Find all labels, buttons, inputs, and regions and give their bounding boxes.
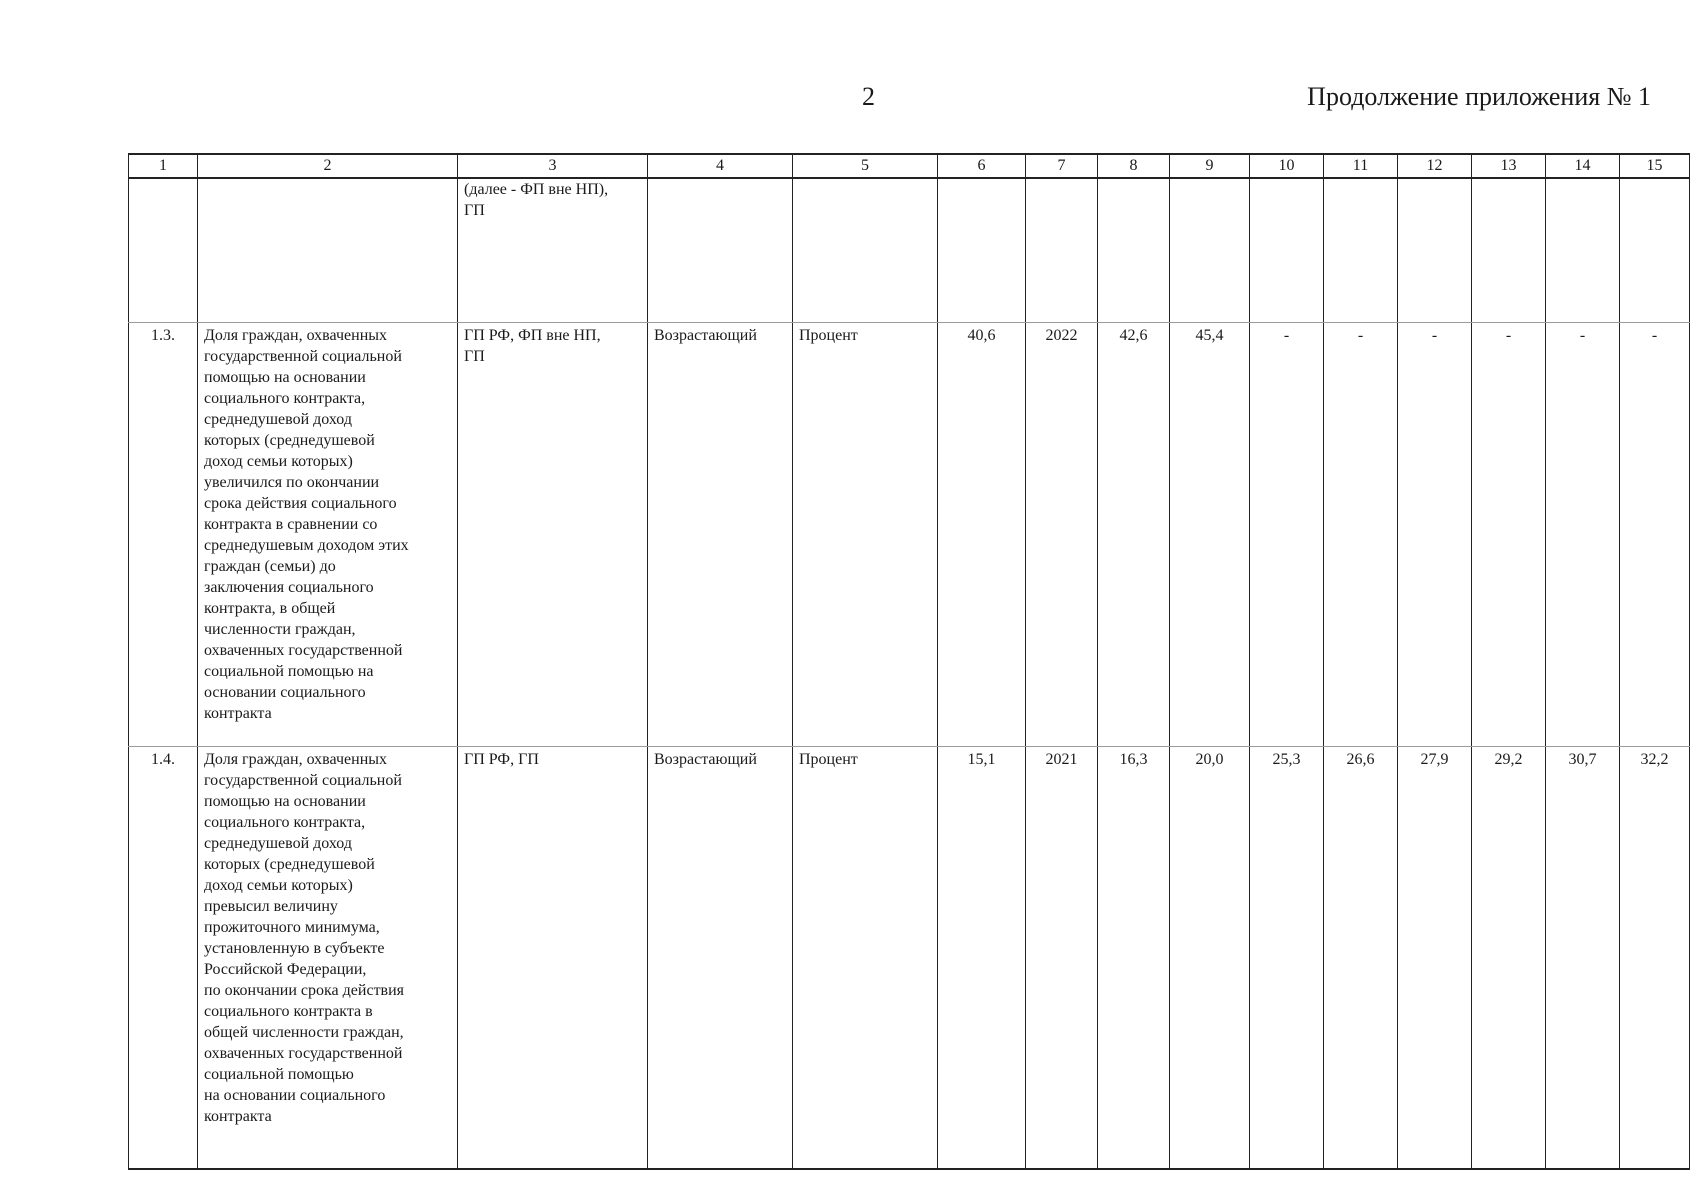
value-cell: 29,2	[1472, 747, 1546, 1170]
column-number: 7	[1026, 154, 1098, 178]
value-cell: 25,3	[1250, 747, 1324, 1170]
column-number: 13	[1472, 154, 1546, 178]
column-number: 10	[1250, 154, 1324, 178]
column-number: 9	[1170, 154, 1250, 178]
column-number: 11	[1324, 154, 1398, 178]
column-number: 6	[938, 154, 1026, 178]
value-cell: 20,0	[1170, 747, 1250, 1170]
value-cell: 26,6	[1324, 747, 1398, 1170]
table-row	[129, 747, 1690, 1170]
value-cell: -	[1250, 323, 1324, 747]
value-cell: -	[1472, 323, 1546, 747]
unit-cell: Процент	[793, 747, 938, 1170]
unit-cell: Процент	[793, 323, 938, 747]
level-cell: ГП РФ, ФП вне НП, ГП	[458, 323, 648, 747]
column-number: 1	[129, 154, 198, 178]
column-number: 2	[198, 154, 458, 178]
value-cell: 45,4	[1170, 323, 1250, 747]
column-number-row	[129, 154, 1690, 178]
column-number: 12	[1398, 154, 1472, 178]
level-cell: ГП РФ, ГП	[458, 747, 648, 1170]
value-cell: 27,9	[1398, 747, 1472, 1170]
row-number: 1.3.	[129, 323, 198, 747]
value-cell: 16,3	[1098, 747, 1170, 1170]
column-number: 5	[793, 154, 938, 178]
base-year-cell: 2021	[1026, 747, 1098, 1170]
column-number: 4	[648, 154, 793, 178]
value-cell: 32,2	[1620, 747, 1690, 1170]
base-value-cell: 40,6	[938, 323, 1026, 747]
level-cell: (далее - ФП вне НП), ГП	[458, 178, 648, 323]
table-row	[129, 323, 1690, 747]
column-number: 8	[1098, 154, 1170, 178]
column-number: 3	[458, 154, 648, 178]
column-number: 14	[1546, 154, 1620, 178]
table-row-continuation	[129, 178, 1690, 323]
continuation-title: Продолжение приложения № 1	[1307, 82, 1651, 111]
base-value-cell: 15,1	[938, 747, 1026, 1170]
value-cell: -	[1398, 323, 1472, 747]
value-cell: 42,6	[1098, 323, 1170, 747]
base-year-cell: 2022	[1026, 323, 1098, 747]
row-number: 1.4.	[129, 747, 198, 1170]
indicator-description: Доля граждан, охваченных государственной социальной помощью на основании социального контракта, среднедушевой доход которых (среднедушевой доход семьи которых) увеличился по окончании срока действия социального контракта в сравнении со среднедушевым доходом этих граждан (семьи) до заключения социального контракта, в общей численности граждан, охваченных государственной социальной помощью на основании социального контракта	[198, 323, 458, 747]
value-cell: -	[1620, 323, 1690, 747]
value-cell: 30,7	[1546, 747, 1620, 1170]
trend-cell: Возрастающий	[648, 747, 793, 1170]
trend-cell: Возрастающий	[648, 323, 793, 747]
column-number: 15	[1620, 154, 1690, 178]
indicator-description: Доля граждан, охваченных государственной социальной помощью на основании социального контракта, среднедушевой доход которых (среднедушевой доход семьи которых) превысил величину прожиточного минимума, установленную в субъекте Российской Федерации, по окончании срока действия социального контракта в общей численности граждан, охваченных государственной социальной помощью на основании социального контракта	[198, 747, 458, 1170]
indicators-table	[128, 153, 1690, 1170]
value-cell: -	[1546, 323, 1620, 747]
value-cell: -	[1324, 323, 1398, 747]
page-number: 2	[862, 82, 875, 111]
